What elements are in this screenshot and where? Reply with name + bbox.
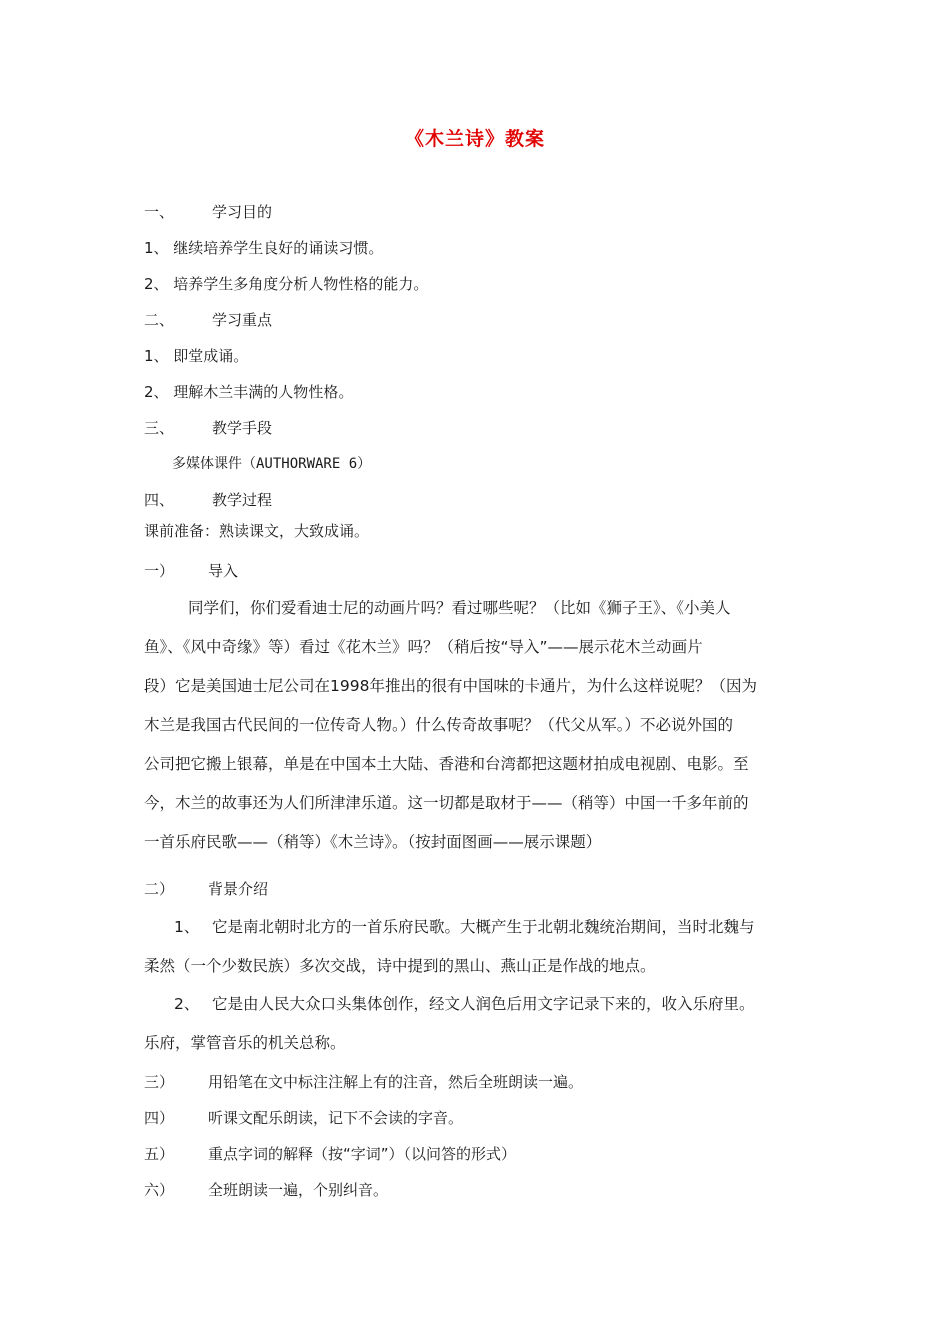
- paragraph-line: 鱼》、《风中奇缘》等）看过《花木兰》吗？（稍后按“导入”——展示花木兰动画片: [144, 638, 703, 656]
- section-title: 教学手段: [212, 419, 273, 437]
- intro-paragraph: [144, 598, 810, 868]
- list-item: 1、 即堂成诵。: [144, 347, 249, 365]
- paragraph-line: 乐府，掌管音乐的机关总称。: [144, 1034, 346, 1052]
- background-item-2: [144, 994, 810, 1064]
- paragraph-line: 它是南北朝时北方的一首乐府民歌。大概产生于北朝北魏统治期间，当时北魏与: [212, 918, 755, 936]
- item-mark: 1、: [174, 918, 200, 936]
- document-title: 《木兰诗》教案: [404, 128, 545, 150]
- paragraph-line: 它是由人民大众口头集体创作，经文人润色后用文字记录下来的，收入乐府里。: [212, 995, 755, 1013]
- step-text: 重点字词的解释（按“字词”）（以问答的形式）: [208, 1145, 517, 1163]
- step-text: 全班朗读一遍，个别纠音。: [208, 1181, 389, 1199]
- paragraph-line: 柔然（一个少数民族）多次交战，诗中提到的黑山、燕山正是作战的地点。: [144, 957, 656, 975]
- step-title: 背景介绍: [208, 880, 269, 898]
- section-mark: 四、: [144, 491, 175, 509]
- step-mark: 二）: [144, 880, 175, 898]
- paragraph-line: 今，木兰的故事还为人们所津津乐道。这一切都是取材于——（稍等）中国一千多年前的: [144, 794, 749, 812]
- teaching-tools: 多媒体课件（AUTHORWARE 6）: [172, 456, 372, 472]
- step-mark: 三）: [144, 1073, 175, 1091]
- paragraph-line: 一首乐府民歌——（稍等）《木兰诗》。（按封面图画——展示课题）: [144, 833, 602, 851]
- section-title: 学习目的: [212, 203, 273, 221]
- list-item: 1、 继续培养学生良好的诵读习惯。: [144, 239, 384, 257]
- section-mark: 三、: [144, 419, 175, 437]
- section-mark: 一、: [144, 203, 175, 221]
- list-item: 2、 理解木兰丰满的人物性格。: [144, 383, 354, 401]
- step-mark: 四）: [144, 1109, 175, 1127]
- paragraph-line: 木兰是我国古代民间的一位传奇人物。）什么传奇故事呢？（代父从军。）不必说外国的: [144, 716, 734, 734]
- paragraph-line: 公司把它搬上银幕，单是在中国本土大陆、香港和台湾都把这题材拍成电视剧、电影。至: [144, 755, 749, 773]
- step-text: 用铅笔在文中标注注解上有的注音，然后全班朗读一遍。: [208, 1073, 584, 1091]
- preparation-note: 课前准备：熟读课文，大致成诵。: [144, 522, 370, 540]
- section-title: 学习重点: [212, 311, 273, 329]
- section-mark: 二、: [144, 311, 175, 329]
- step-mark: 六）: [144, 1181, 175, 1199]
- step-mark: 五）: [144, 1145, 175, 1163]
- list-item: 2、 培养学生多角度分析人物性格的能力。: [144, 275, 429, 293]
- step-title: 导入: [208, 562, 239, 580]
- step-mark: 一）: [144, 562, 175, 580]
- background-item-1: [144, 917, 810, 987]
- item-mark: 2、: [174, 995, 200, 1013]
- step-text: 听课文配乐朗读，记下不会读的字音。: [208, 1109, 464, 1127]
- paragraph-line: 段）它是美国迪士尼公司在1998年推出的很有中国味的卡通片，为什么这样说呢？（因为: [144, 677, 757, 695]
- section-title: 教学过程: [212, 491, 273, 509]
- paragraph-line: 同学们，你们爱看迪士尼的动画片吗？看过哪些呢？（比如《狮子王》、《小美人: [188, 599, 731, 617]
